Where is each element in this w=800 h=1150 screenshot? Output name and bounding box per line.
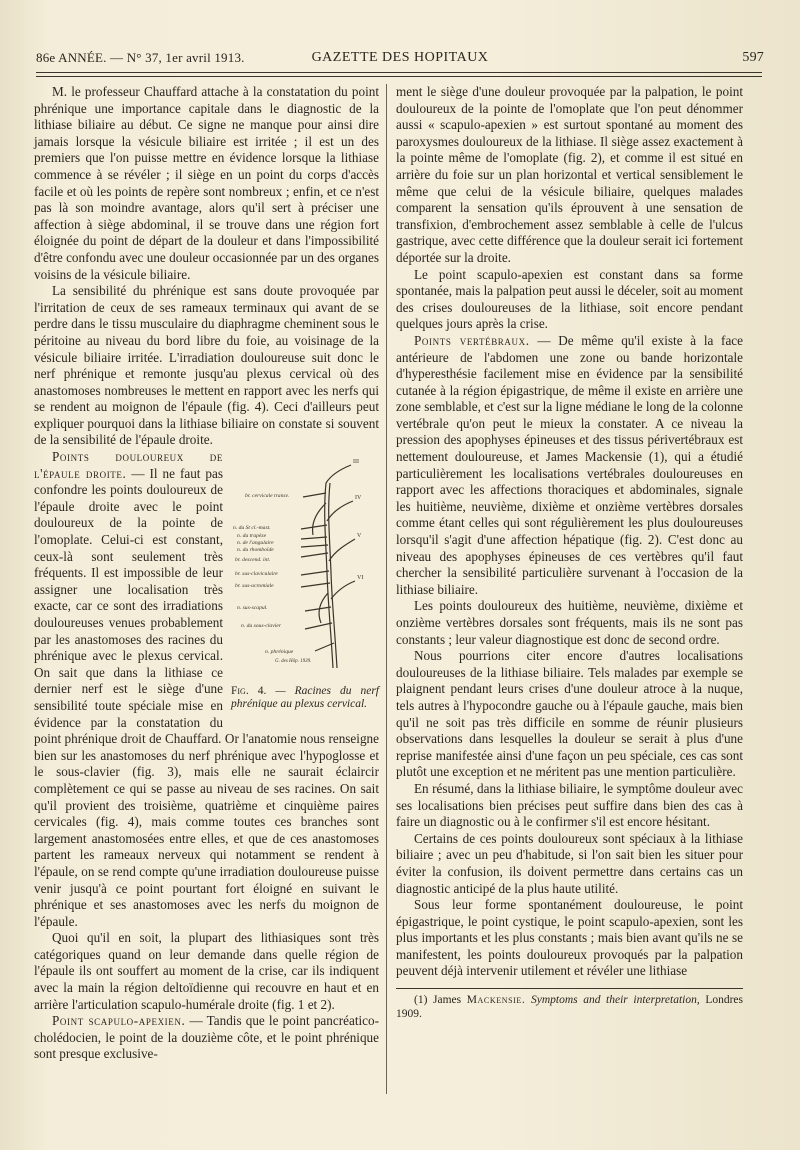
paragraph: Points vertébraux. — De même qu'il existe à la face antérieure de l'abdomen une zone ou bande horizontale d'hyperesthésie facilement mise en évidence par la sensibilité cutanée à la région épigastrique, de même il existe en arrière une zone semblable, et c'est sur la ligne médiane le long de la colonne vertébrale qu'on peut le mieux la constater. A ce niveau la pression des apophyses épineuses et des tissus périvertébraux est nettement douloureuse, et James Mackensie (1), qui a étudié particulièrement les localisations vertébrales douloureuses en rapport avec les affections thoraciques et abdominales, signale les huitième, neuvième, dixième et onzième vertèbres dorsales comme étant celles qui sont régulièrement les plus douloureuses lorsqu'il s'agit d'une affection hépatique (fig. 2). C'est donc au niveau des apophyses épineuses de ces vertèbres qu'il faut chercher la sensibilité particulière survenant à l'occasion de la lithiase biliaire. <box>396 332 744 597</box>
paragraph: Les points douloureux des huitième, neuvième, dixième et onzième vertèbres dorsales sont fréquents, mais ils ne sont pas constants ; leur valeur diagnostique est donc de second ordre. <box>396 598 743 647</box>
paragraph: Nous pourrions citer encore d'autres localisations douloureuses de la lithiase biliaire. Tels malades par exemple se plaignent pendant leurs crises d'une douleur atroce à la nuque, tels autres à l'hypocondre gauche ou à l'épaule gauche, mais bien qu'il ne soit pas très difficile en somme de réunir plusieurs observations dans lesquelles la douleur se serait à plus d'une reprise manifestée ainsi d'une façon un peu spéciale, ces cas sont plutôt une exception et ne méritent pas une mention particulière. <box>396 648 743 780</box>
section-heading: Point scapulo-apexien. <box>52 1013 186 1029</box>
paragraph: ment le siège d'une douleur provoquée par la palpation, le point douloureux de la pointe de l'omoplate que l'on peut dénommer aussi « scapulo-apexien » est surtout spontané au moment des paroxysmes douloureux de la lithiase. Il siège assez exactement à la pointe même de l'omoplate (fig. 2), et comme il est situé en arrière du foie sur un plan horizontal et vertical sensiblement le même que celui de la vésicule biliaire, quelques malades comparent la sensation qu'ils éprouvent à une sensation de transfixion, d'embrochement assez semblable à celle de l'ulcus gastrique, avec cette différence que la douleur serait ici fortement déportée sur la droite. <box>396 84 743 265</box>
page-header <box>30 48 770 68</box>
figure-caption: Fig. 4. — Racines du nerf phrénique au plexus cervical. <box>231 685 379 711</box>
paragraph: Sous leur forme spontanément douloureuse, le point épigastrique, le point cystique, le point scapulo-apexien, sont les plus importants et les plus constants ; mais bien avant qu'ils ne se manifestent, les points douloureux provoqués par la palpation peuvent déjà intervenir utilement et révéler une lithiase <box>396 897 743 979</box>
paragraph: M. le professeur Chauffard attache à la constatation du point phrénique une importance capitale dans le diagnostic de la lithiase biliaire au début. Ce signe ne manque pour ainsi dire jamais lorsque la vésicule biliaire est irritée ; il est un des premiers que l'on puisse mettre en évidence lorsque la lithiase commence à se révéler ; il siège en un point du corps d'accès facile et où les points de repère sont nombreux ; enfin, et ce n'est pas là son moindre avantage, alors qu'il sert à préciser une affection à siège abdominal, il se trouve dans une région fort éloignée du point de départ de la douleur et dans l'impossibilité d'être confondu avec une douleur occasionnée par un des organes voisins de la vésicule biliaire. <box>34 84 379 282</box>
paragraph: Quoi qu'il en soit, la plupart des lithiasiques sont très catégoriques quand on leur demande dans quelle région de l'épaule ils ont souffert au moment de la crise, car ils indiquent avec la main la région deltoïdienne qui recouvre en haut et en arrière l'articulation scapulo-humérale droite (fig. 1 et 2). <box>34 930 379 1012</box>
paragraph: Points douloureux de l'épaule droite. — Il ne faut pas confondre les points douloureux de l'épaule droite avec le point douloureux de la pointe de l'omoplate. Celui-ci est constant, ceux-là sont seulement très fréquents. Il est impossible de leur assigner une localisation très exacte, car ce sont des irradiations douloureuses venues probablement par les anastomoses des racines du phrénique avec le plexus cervical. On sait que dans la lithiase ce dernier nerf est le siège d'une sensibilité toute spéciale mise en évidence par la constatation du point phrénique droit de Chauffard. Or l'anatomie nous renseigne bien sur les anastomoses du nerf phrénique avec l'hypoglosse et le sous-clavier (fig. 3), mais elle ne saurait éclaircir complètement ce qui se passe au niveau de ses racines. On sait qu'il provient des troisième, quatrième et cinquième paires cervicales (fig. 4), mais comme toutes ces branches sont largement anastomosées entre elles, et que de ces anastomoses partent les rameaux nerveux qui notamment se rendent à l'épaule, on se rend compte qu'une irradiation douloureuse puisse venir jusqu'à ce point pourtant fort éloigné en suivant le phrénique et ses anastomoses avec les nerfs du moignon de l'épaule. <box>34 449 379 929</box>
issue-info: 86e ANNÉE. — N° 37, 1er avril 1913. <box>36 50 245 65</box>
column-divider <box>386 84 387 1094</box>
header-rule <box>36 72 762 73</box>
label-roman-iii: III <box>353 459 359 466</box>
label-roman-vi: VI <box>357 575 364 582</box>
label-roman-v: V <box>357 533 362 540</box>
paragraph: La sensibilité du phrénique est sans doute provoquée par l'irritation de ceux de ses rameaux terminaux qui avant de se perdre dans le tissu musculaire du diaphragme cheminent sous le péritoine au niveau du bord libre du foie, au voisinage de la vésicule biliaire irritée. L'irradiation douloureuse suit donc le nerf phrénique et remonte jusqu'au plexus cervical où des anastomoses nombreuses le mettent en rapport avec les nerfs qui se rendent au moignon de l'épaule (fig. 4). Ceci d'ailleurs peut expliquer pourquoi dans la lithiase biliaire on constate si souvent de la sensibilité de l'épaule droite. <box>34 283 379 448</box>
label-angulaire: n. de l'angulaire <box>237 540 274 547</box>
figure-4 <box>231 453 379 711</box>
footnote: (1) James Mackensie. Symptoms and their interpretation, Londres 1909. <box>396 994 744 1021</box>
label-cervicale: br. cervicale transv. <box>245 493 290 500</box>
section-heading: Points vertébraux. <box>414 332 530 348</box>
label-acromial: br. sus-acromiale <box>235 583 274 590</box>
header-rule-thin <box>36 76 762 77</box>
right-column <box>396 84 743 1021</box>
label-trapeze: n. du trapèze <box>237 533 267 540</box>
paragraph: Certains de ces points douloureux sont spéciaux à la lithiase biliaire ; avec un peu d'habitude, si l'on sait bien les situer pour éviter la confusion, ils doivent permettre dans certains cas un diagnostic anticipé de la plus haute utilité. <box>396 830 743 896</box>
label-stcl: n. du St cl.-mast. <box>233 525 271 532</box>
label-descend: br. descend. int. <box>235 557 271 564</box>
section-heading: Points douloureux de l'épaule droite. <box>34 449 223 481</box>
page-number: 597 <box>742 50 764 65</box>
footnote-rule <box>396 988 743 989</box>
label-phrenique: n. phrénique <box>265 649 294 656</box>
journal-title: GAZETTE DES HOPITAUX <box>311 50 489 65</box>
label-rhomboide: n. du rhomboïde <box>237 547 274 554</box>
label-source: G. des Hôp. 1939. <box>275 659 312 665</box>
label-suscap: n. sus-scapul. <box>237 605 268 612</box>
label-susclav: br. sus-claviculaire <box>235 571 278 578</box>
paragraph: Le point scapulo-apexien est constant dans sa forme spontanée, mais la palpation peut aussi le déceler, soit au moment des crises douloureuses de la lithiase, soit encore pendant quelques jours après la crise. <box>396 266 743 332</box>
label-roman-iv: IV <box>355 495 362 502</box>
paragraph: Point scapulo-apexien. — Tandis que le point pancréatico-cholédocien, le point de la douzième côte, et le point phrénique sont presque exclusive- <box>34 1013 379 1062</box>
paragraph: En résumé, dans la lithiase biliaire, le symptôme douleur avec ses localisations bien précises peut suffire dans bien des cas à faire un diagnostic ou à le confirmer s'il est encore hésitant. <box>396 780 743 830</box>
left-column <box>34 84 379 1063</box>
label-sousclav: n. du sous-clavier <box>241 623 281 630</box>
